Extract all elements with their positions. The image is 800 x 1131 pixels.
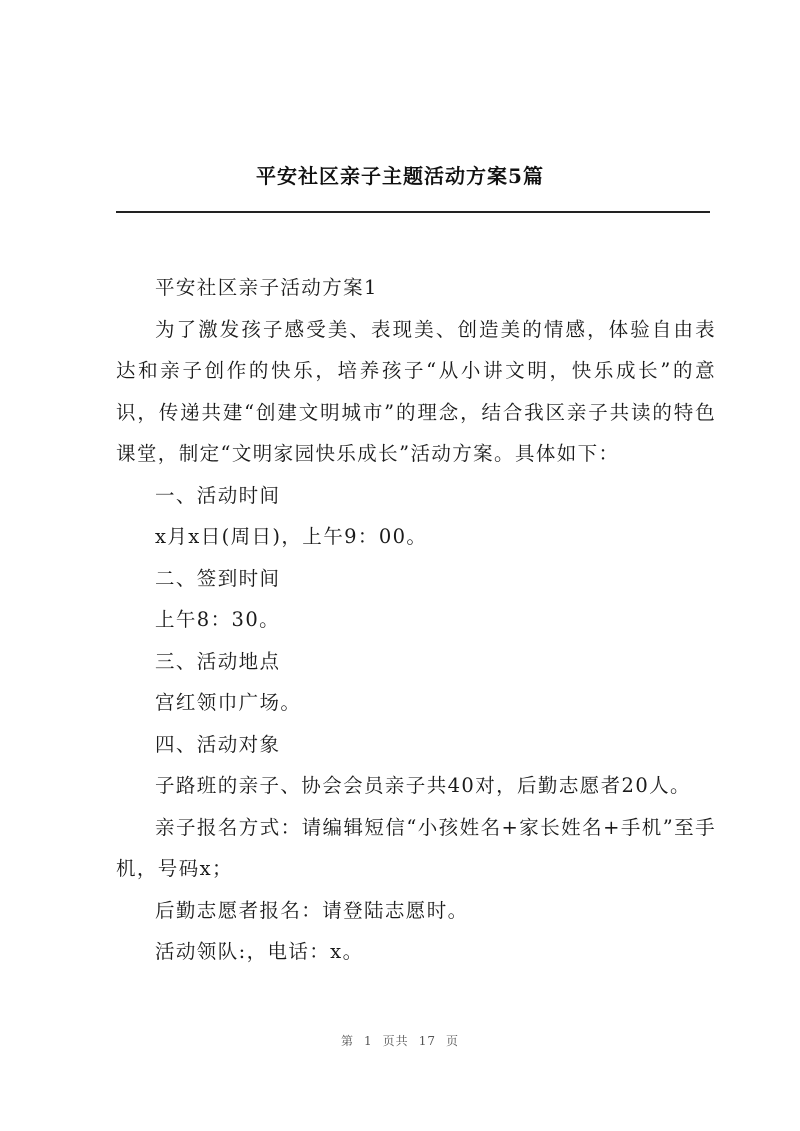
footer-middle: 页共 bbox=[382, 1034, 409, 1048]
page-footer bbox=[0, 1032, 800, 1049]
paragraph-signin-value: 上午8：30。 bbox=[155, 608, 281, 631]
document-title: 平安社区亲子主题活动方案5篇 bbox=[256, 164, 544, 188]
paragraph-location-heading: 三、活动地点 bbox=[155, 649, 281, 673]
footer-suffix: 页 bbox=[445, 1034, 459, 1048]
paragraph-intro: 为了激发孩子感受美、表现美、创造美的情感，体验自由表达和亲子创作的快乐，培养孩子“从小讲文明，快乐成长”的意识，传递共建“创建文明城市”的理念，结合我区亲子共读的特色课堂，制定“文明家园快乐成长”活动方案。具体如下： bbox=[116, 317, 716, 465]
document-body bbox=[116, 267, 716, 973]
paragraph-section-heading: 平安社区亲子活动方案1 bbox=[155, 276, 378, 299]
paragraph-audience-heading: 四、活动对象 bbox=[155, 732, 281, 756]
footer-prefix: 第 bbox=[341, 1034, 355, 1048]
title-divider bbox=[116, 211, 710, 213]
paragraph-signin-heading: 二、签到时间 bbox=[155, 566, 281, 590]
paragraph-volunteer-signup: 后勤志愿者报名：请登陆志愿时。 bbox=[155, 898, 469, 922]
footer-total-pages: 17 bbox=[418, 1034, 436, 1048]
paragraph-audience-value: 子路班的亲子、协会会员亲子共40对，后勤志愿者20人。 bbox=[155, 774, 691, 797]
paragraph-leader-contact: 活动领队:，电话：x。 bbox=[155, 940, 364, 963]
paragraph-location-value: 宫红领巾广场。 bbox=[155, 691, 302, 714]
paragraph-time-heading: 一、活动时间 bbox=[155, 483, 281, 507]
paragraph-time-value: x月x日(周日)，上午9：00。 bbox=[155, 525, 428, 548]
footer-current-page: 1 bbox=[364, 1034, 373, 1048]
paragraph-parent-signup: 亲子报名方式：请编辑短信“小孩姓名+家长姓名+手机”至手机，号码x； bbox=[116, 815, 716, 880]
